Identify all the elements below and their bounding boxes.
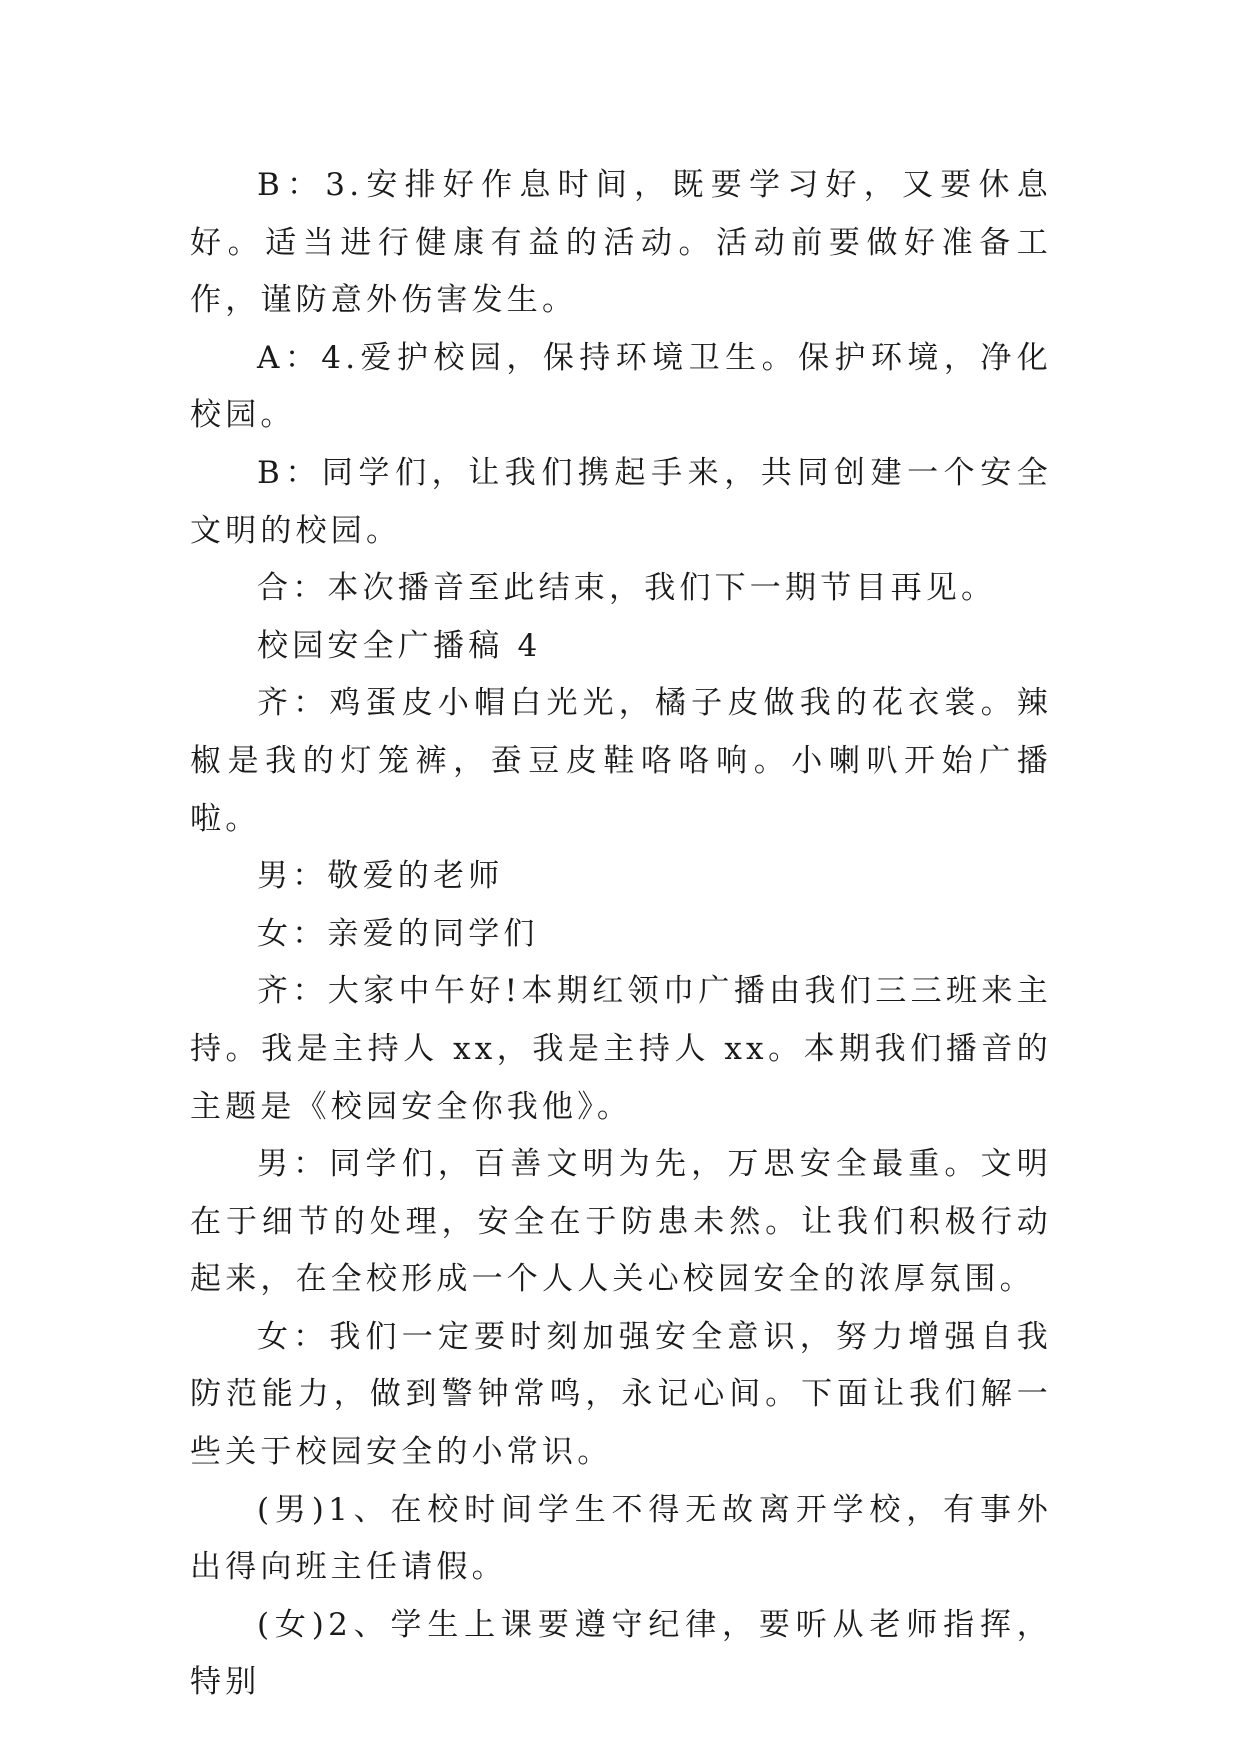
paragraph: 齐：大家中午好!本期红领巾广播由我们三三班来主持。我是主持人 xx，我是主持人 xx。本期我们播音的主题是《校园安全你我他》。 <box>190 973 1052 1125</box>
paragraph: 合：本次播音至此结束，我们下一期节目再见。 <box>257 570 997 607</box>
paragraph: 男：敬爱的老师 <box>257 858 504 895</box>
paragraph: B：同学们，让我们携起手来，共同创建一个安全文明的校园。 <box>190 454 1052 549</box>
paragraph: B：3.安排好作息时间，既要学习好，又要休息好。适当进行健康有益的活动。活动前要做好准备工作，谨防意外伤害发生。 <box>190 167 1052 319</box>
paragraph: 女：我们一定要时刻加强安全意识，努力增强自我防范能力，做到警钟常鸣，永记心间。下面让我们解一些关于校园安全的小常识。 <box>190 1318 1052 1471</box>
paragraph: 女：亲爱的同学们 <box>257 915 539 952</box>
paragraph: 齐：鸡蛋皮小帽白光光，橘子皮做我的花衣裳。辣椒是我的灯笼裤，蚕豆皮鞋咯咯响。小喇叭开始广播啦。 <box>190 685 1052 837</box>
paragraph: A：4.爱护校园，保持环境卫生。保护环境，净化校园。 <box>190 339 1052 434</box>
paragraph: 男：同学们，百善文明为先，万思安全最重。文明在于细节的处理，安全在于防患未然。让我们积极行动起来，在全校形成一个人人关心校园安全的浓厚氛围。 <box>190 1146 1052 1298</box>
paragraph: (女)2、学生上课要遵守纪律，要听从老师指挥，特别 <box>190 1606 1052 1701</box>
section-heading: 校园安全广播稿 4 <box>257 627 542 664</box>
document-body <box>190 157 1052 1712</box>
paragraph: (男)1、在校时间学生不得无故离开学校，有事外出得向班主任请假。 <box>190 1491 1052 1586</box>
